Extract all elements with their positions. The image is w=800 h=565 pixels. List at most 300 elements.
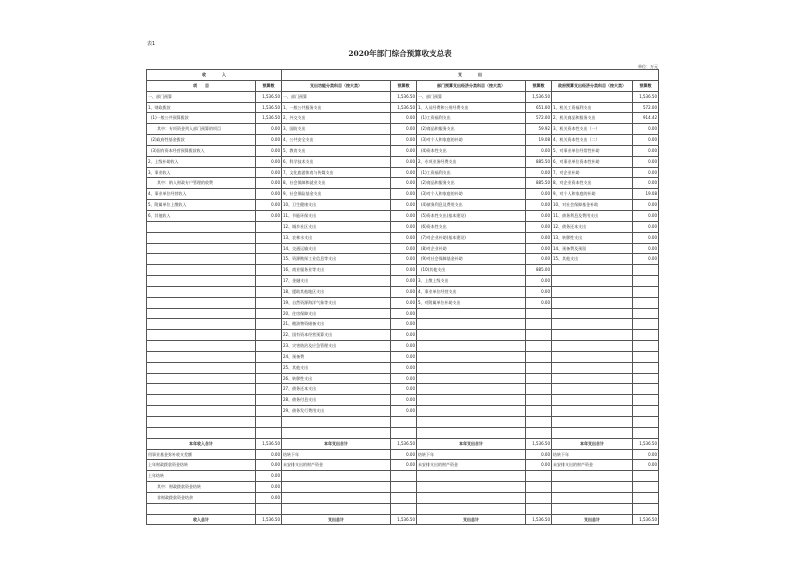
item-label-cell — [552, 471, 633, 482]
item-label-cell — [282, 471, 391, 482]
table-row — [147, 167, 659, 178]
table-row — [147, 156, 659, 167]
table-row — [147, 406, 659, 417]
table-row — [147, 265, 659, 276]
item-label-cell: 23、灾害防治及应急管理支出 — [282, 341, 391, 352]
item-label-cell: (8)对企业补助 — [417, 243, 526, 254]
item-label-cell: 1、人员经费和公用经费支出 — [417, 102, 526, 113]
budget-amount-cell — [526, 471, 552, 482]
budget-amount-cell: 0.00 — [633, 135, 659, 146]
dept-economic-category-header: 部门预算支出经济分类科目（按大类） — [417, 80, 526, 91]
budget-amount-cell — [633, 395, 659, 406]
item-label-cell: (2)商品和服务支出 — [417, 124, 526, 135]
budget-amount-cell — [256, 417, 282, 428]
table-row — [147, 221, 659, 232]
carryover-row — [147, 449, 659, 460]
item-label-cell — [147, 319, 256, 330]
total-amount-cell: 1,536.50 — [256, 438, 282, 449]
total-label-cell: 本年收入合计 — [147, 438, 256, 449]
item-label-cell — [147, 341, 256, 352]
budget-amount-cell: 0.00 — [391, 362, 417, 373]
item-label-cell: 其中：专项资金列入部门预算的项目 — [147, 124, 256, 135]
budget-amount-cell: 0.00 — [391, 243, 417, 254]
budget-amount-cell: 0.00 — [633, 156, 659, 167]
item-label-cell — [552, 330, 633, 341]
item-label-cell — [552, 406, 633, 417]
document-title: 2020年部门综合预算收支总表 — [348, 49, 452, 58]
item-label-cell — [147, 308, 256, 319]
grand-total-amount-cell: 1,536.50 — [633, 514, 659, 525]
grand-total-label-cell: 支出总计 — [282, 514, 391, 525]
table-row — [147, 243, 659, 254]
table-row — [147, 124, 659, 135]
item-label-cell: 1、一般公共服务支出 — [282, 102, 391, 113]
item-label-cell: 8、对企业资本性支出 — [552, 178, 633, 189]
budget-amount-cell: 885.50 — [526, 178, 552, 189]
item-label-cell: 未安排支出的财产资金 — [282, 460, 391, 471]
item-label-cell: 14、交通运输支出 — [282, 243, 391, 254]
total-amount-cell: 1,536.50 — [391, 438, 417, 449]
table-row — [147, 286, 659, 297]
table-row — [147, 341, 659, 352]
item-label-cell — [552, 417, 633, 428]
total-amount-cell: 1,536.50 — [526, 438, 552, 449]
grand-total-label-cell: 收入总计 — [147, 514, 256, 525]
budget-amount-cell: 0.00 — [391, 384, 417, 395]
item-label-cell: 29、债务发行费用支出 — [282, 406, 391, 417]
item-label-cell — [417, 406, 526, 417]
item-label-cell: 19、自然资源海洋气象等支出 — [282, 297, 391, 308]
budget-amount-cell: 0.00 — [391, 167, 417, 178]
item-label-cell — [147, 417, 256, 428]
item-label-cell — [147, 286, 256, 297]
budget-amount-cell: 651.00 — [526, 102, 552, 113]
item-label-cell — [552, 286, 633, 297]
budget-amount-cell: 0.00 — [256, 482, 282, 493]
budget-amount-cell: 0.00 — [256, 167, 282, 178]
budget-amount-cell: 0.00 — [391, 210, 417, 221]
item-label-cell — [147, 373, 256, 384]
budget-amount-cell — [391, 427, 417, 438]
item-label-cell: (1)工资福利支出 — [417, 113, 526, 124]
budget-amount-cell — [526, 362, 552, 373]
budget-amount-cell: 1,536.50 — [256, 102, 282, 113]
item-label-cell: 一、部门预算 — [147, 91, 256, 102]
item-label-cell: (4)资本性支出 — [417, 145, 526, 156]
table-row — [147, 210, 659, 221]
budget-amount-cell: 0.00 — [256, 124, 282, 135]
budget-amount-cell — [633, 297, 659, 308]
functional-category-header: 支出功能分类科目（按大类） — [282, 80, 391, 91]
budget-amount-cell: 0.00 — [633, 460, 659, 471]
item-label-cell — [147, 427, 256, 438]
item-label-cell — [552, 384, 633, 395]
budget-summary-table — [146, 69, 659, 525]
budget-amount-cell: 0.00 — [633, 178, 659, 189]
budget-amount-cell — [256, 308, 282, 319]
budget-amount-cell — [633, 330, 659, 341]
table-row — [147, 362, 659, 373]
item-label-cell — [417, 384, 526, 395]
item-label-cell: 13、农林水支出 — [282, 232, 391, 243]
budget-amount-cell: 0.00 — [391, 319, 417, 330]
budget-amount-cell — [633, 286, 659, 297]
budget-amount-cell: 885.00 — [526, 265, 552, 276]
item-label-cell: (3)对个人和家庭的补助 — [417, 135, 526, 146]
budget-amount-cell: 0.00 — [391, 113, 417, 124]
budget-amount-cell — [256, 427, 282, 438]
item-label-cell: 结转下年 — [417, 449, 526, 460]
item-label-cell: 14、预备费及预留 — [552, 243, 633, 254]
item-label-cell — [147, 254, 256, 265]
budget-amount-cell: 0.00 — [526, 145, 552, 156]
item-label-cell — [147, 351, 256, 362]
item-label-cell: 2、外交支出 — [282, 113, 391, 124]
income-total-section — [147, 438, 659, 449]
item-label-cell — [552, 265, 633, 276]
budget-amount-cell: 1,536.50 — [526, 91, 552, 102]
item-label-cell: 27、债务还本支出 — [282, 384, 391, 395]
item-label-cell — [552, 308, 633, 319]
budget-amount-cell — [633, 471, 659, 482]
total-label-cell: 本年支出合计 — [552, 438, 633, 449]
item-label-cell — [552, 373, 633, 384]
grand-total-section — [147, 514, 659, 525]
budget-amount-cell: 0.00 — [633, 124, 659, 135]
table-row — [147, 417, 659, 428]
item-label-cell — [147, 297, 256, 308]
item-label-cell: 21、粮油物资储备支出 — [282, 319, 391, 330]
item-label-cell — [552, 91, 633, 102]
item-label-cell — [417, 351, 526, 362]
item-label-cell: 5、附属单位上缴收入 — [147, 200, 256, 211]
item-label-cell — [552, 276, 633, 287]
budget-amount-cell: 0.00 — [633, 232, 659, 243]
expense-section-header: 支 出 — [282, 70, 659, 81]
budget-amount-cell — [633, 384, 659, 395]
budget-amount-cell — [391, 482, 417, 493]
item-label-cell: 11、债务利息及费用支出 — [552, 210, 633, 221]
budget-amount-cell: 0.00 — [391, 449, 417, 460]
item-label-cell: 结转下年 — [282, 449, 391, 460]
budget-amount-cell: 1,536.50 — [633, 91, 659, 102]
budget-amount-cell — [526, 395, 552, 406]
item-label-cell — [417, 427, 526, 438]
item-label-cell: 6、其他收入 — [147, 210, 256, 221]
item-label-cell — [147, 406, 256, 417]
table-row — [147, 384, 659, 395]
table-number-caption: 表1 — [147, 41, 156, 47]
budget-amount-cell — [391, 471, 417, 482]
item-label-cell: 8、社会保障和就业支出 — [282, 178, 391, 189]
budget-amount-cell: 1,536.50 — [256, 91, 282, 102]
budget-amount-cell: 19.08 — [633, 189, 659, 200]
budget-amount-cell: 0.00 — [526, 200, 552, 211]
budget-amount-cell: 0.00 — [256, 200, 282, 211]
budget-amount-cell — [633, 373, 659, 384]
budget-amount-cell — [633, 406, 659, 417]
budget-amount-cell — [256, 243, 282, 254]
budget-amount-cell: 0.00 — [391, 286, 417, 297]
budget-amount-cell: 0.00 — [526, 210, 552, 221]
item-label-cell: 1、财政拨款 — [147, 102, 256, 113]
budget-amount-cell — [526, 492, 552, 503]
table-row — [147, 276, 659, 287]
budget-amount-cell — [633, 492, 659, 503]
total-amount-cell: 1,536.50 — [633, 438, 659, 449]
budget-amount-cell: 0.00 — [633, 200, 659, 211]
table-row — [147, 319, 659, 330]
budget-amount-cell: 0.00 — [256, 189, 282, 200]
item-label-cell: 18、援助其他地区支出 — [282, 286, 391, 297]
budget-amount-cell — [633, 503, 659, 514]
table-row — [147, 427, 659, 438]
budget-amount-cell: 0.00 — [256, 156, 282, 167]
item-label-cell: 9、对个人和家庭的补助 — [552, 189, 633, 200]
grand-total-amount-cell: 1,536.50 — [526, 514, 552, 525]
budget-amount-cell — [633, 341, 659, 352]
budget-amount-cell — [633, 427, 659, 438]
item-label-cell: 7、文化旅游体育与传媒支出 — [282, 167, 391, 178]
budget-amount-cell — [526, 384, 552, 395]
item-label-cell — [417, 362, 526, 373]
budget-amount-cell: 0.00 — [391, 232, 417, 243]
budget-amount-cell: 572.00 — [526, 113, 552, 124]
item-label-cell — [552, 427, 633, 438]
item-label-cell: 5、对附属单位补助支出 — [417, 297, 526, 308]
table-row — [147, 200, 659, 211]
budget-header: 预算数 — [633, 80, 659, 91]
budget-amount-cell — [391, 417, 417, 428]
item-label-cell: 1、机关工资福利支出 — [552, 102, 633, 113]
item-label-cell — [147, 276, 256, 287]
table-row — [147, 373, 659, 384]
item-label-cell — [147, 221, 256, 232]
budget-amount-cell: 0.00 — [391, 406, 417, 417]
budget-amount-cell: 0.00 — [526, 276, 552, 287]
item-label-cell: (10)其他支出 — [417, 265, 526, 276]
item-label-cell: 上年财政拨款资金结转 — [147, 460, 256, 471]
carryover-rows — [147, 449, 659, 514]
item-label-cell: 一、部门预算 — [282, 91, 391, 102]
budget-amount-cell: 0.00 — [526, 449, 552, 460]
budget-amount-cell: 0.00 — [526, 189, 552, 200]
budget-amount-cell: 0.00 — [526, 167, 552, 178]
table-row — [147, 135, 659, 146]
item-label-cell: 4、公共安全支出 — [282, 135, 391, 146]
carryover-row — [147, 460, 659, 471]
budget-amount-cell — [256, 286, 282, 297]
item-label-cell: (3)国有资本经营预算拨款收入 — [147, 145, 256, 156]
item-label-cell — [147, 330, 256, 341]
budget-amount-cell — [256, 362, 282, 373]
budget-amount-cell: 0.00 — [391, 341, 417, 352]
income-total-row — [147, 438, 659, 449]
item-label-cell: 15、资源勘探工业信息等支出 — [282, 254, 391, 265]
budget-amount-cell: 0.00 — [526, 221, 552, 232]
budget-amount-cell — [256, 384, 282, 395]
budget-amount-cell: 0.00 — [256, 178, 282, 189]
item-label-cell — [147, 362, 256, 373]
item-label-cell: 未安排支出的财产资金 — [417, 460, 526, 471]
item-label-cell — [552, 503, 633, 514]
budget-amount-cell: 0.00 — [256, 460, 282, 471]
item-label-cell — [147, 265, 256, 276]
budget-amount-cell: 0.00 — [391, 395, 417, 406]
table-row — [147, 297, 659, 308]
item-label-cell — [147, 395, 256, 406]
item-label-cell — [552, 482, 633, 493]
budget-amount-cell: 0.00 — [391, 297, 417, 308]
item-label-cell: 28、债务付息支出 — [282, 395, 391, 406]
budget-amount-cell: 0.00 — [256, 471, 282, 482]
budget-amount-cell: 0.00 — [633, 243, 659, 254]
budget-amount-cell: 0.00 — [391, 330, 417, 341]
item-label-cell: 3、国防支出 — [282, 124, 391, 135]
item-label-cell — [552, 492, 633, 503]
item-label-cell: 7、对企业补助 — [552, 167, 633, 178]
budget-amount-cell: 0.00 — [391, 145, 417, 156]
budget-amount-cell — [633, 362, 659, 373]
item-label-cell: 5、对事业单位经常性补助 — [552, 145, 633, 156]
item-label-cell: 6、科学技术支出 — [282, 156, 391, 167]
budget-amount-cell — [633, 417, 659, 428]
item-label-cell — [417, 492, 526, 503]
item-label-cell: 16、商业服务业等支出 — [282, 265, 391, 276]
budget-amount-cell: 0.00 — [256, 135, 282, 146]
item-label-cell: 4、事业单位经营支出 — [417, 286, 526, 297]
budget-amount-cell: 0.00 — [633, 145, 659, 156]
item-label-cell: 用事业基金弥补收支差额 — [147, 449, 256, 460]
item-label-cell: 3、上缴上级支出 — [417, 276, 526, 287]
item-label-cell: 9、社会保险基金支出 — [282, 189, 391, 200]
budget-amount-cell — [526, 427, 552, 438]
income-section-header: 收 入 — [147, 70, 282, 81]
budget-amount-cell — [526, 406, 552, 417]
budget-amount-cell: 0.00 — [391, 178, 417, 189]
budget-amount-cell — [526, 482, 552, 493]
item-label-cell: (6)资本性支出 — [417, 221, 526, 232]
item-label-cell: 3、事业收入 — [147, 167, 256, 178]
item-label-cell — [552, 395, 633, 406]
budget-amount-cell — [526, 319, 552, 330]
item-label-cell — [282, 427, 391, 438]
table-row — [147, 113, 659, 124]
unit-label: 单位：万元 — [638, 64, 658, 69]
table-row — [147, 178, 659, 189]
budget-rows — [147, 91, 659, 438]
budget-amount-cell — [256, 395, 282, 406]
item-label-cell — [147, 243, 256, 254]
budget-header: 预算数 — [391, 80, 417, 91]
carryover-row — [147, 482, 659, 493]
budget-amount-cell — [256, 297, 282, 308]
budget-amount-cell — [256, 406, 282, 417]
column-header-row — [147, 80, 659, 91]
budget-amount-cell — [256, 341, 282, 352]
total-label-cell: 本年支出合计 — [282, 438, 391, 449]
budget-amount-cell — [633, 265, 659, 276]
table-row — [147, 91, 659, 102]
item-label-cell — [552, 351, 633, 362]
item-label-cell: 15、其他支出 — [552, 254, 633, 265]
budget-amount-cell: 0.00 — [391, 308, 417, 319]
item-label-cell — [417, 341, 526, 352]
item-label-cell — [282, 503, 391, 514]
item-label-cell: 3、机关资本性支出（一） — [552, 124, 633, 135]
item-label-cell — [552, 362, 633, 373]
item-label-cell — [417, 319, 526, 330]
table-row — [147, 308, 659, 319]
budget-amount-cell — [633, 482, 659, 493]
carryover-row — [147, 503, 659, 514]
grand-total-amount-cell: 1,536.50 — [391, 514, 417, 525]
item-label-cell: 其中：纳入财政专户管理的收费 — [147, 178, 256, 189]
budget-amount-cell: 0.00 — [526, 232, 552, 243]
budget-amount-cell: 0.00 — [526, 286, 552, 297]
item-label-cell: 25、其他支出 — [282, 362, 391, 373]
item-label-cell: 上年结转 — [147, 471, 256, 482]
budget-amount-cell — [526, 351, 552, 362]
budget-amount-cell: 0.00 — [633, 449, 659, 460]
item-label-cell: 2、机关商品和服务支出 — [552, 113, 633, 124]
item-label-cell — [282, 492, 391, 503]
item-label-cell: 4、机关资本性支出（二） — [552, 135, 633, 146]
item-label-cell: (1)工资福利支出 — [417, 167, 526, 178]
table-row — [147, 232, 659, 243]
budget-amount-cell — [256, 265, 282, 276]
budget-amount-cell: 0.00 — [526, 243, 552, 254]
budget-amount-cell: 1,536.50 — [391, 91, 417, 102]
item-label-cell: 20、住房保障支出 — [282, 308, 391, 319]
budget-amount-cell — [391, 503, 417, 514]
gov-economic-category-header: 政府预算支出经济分类科目（按大类） — [552, 80, 633, 91]
item-label-cell — [552, 341, 633, 352]
item-label-cell: (9)对社会保障基金补助 — [417, 254, 526, 265]
item-label-cell — [417, 417, 526, 428]
item-label-cell: 5、教育支出 — [282, 145, 391, 156]
item-label-cell: (1)一般公共预算拨款 — [147, 113, 256, 124]
item-label-cell: 2、上级补助收入 — [147, 156, 256, 167]
budget-amount-cell: 0.00 — [526, 460, 552, 471]
item-label-cell — [417, 503, 526, 514]
budget-amount-cell: 0.00 — [391, 373, 417, 384]
budget-amount-cell — [256, 503, 282, 514]
item-label-cell — [417, 482, 526, 493]
item-label-cell — [417, 373, 526, 384]
budget-amount-cell: 0.00 — [391, 351, 417, 362]
item-label-cell: 17、金融支出 — [282, 276, 391, 287]
budget-amount-cell: 0.00 — [633, 254, 659, 265]
budget-amount-cell: 0.00 — [256, 145, 282, 156]
table-row — [147, 395, 659, 406]
item-label-cell: 10、卫生健康支出 — [282, 200, 391, 211]
budget-amount-cell: 0.00 — [256, 210, 282, 221]
item-label-cell: (5)资本性支出(基本建设) — [417, 210, 526, 221]
budget-amount-cell: 0.00 — [256, 492, 282, 503]
grand-total-label-cell: 支出总计 — [417, 514, 526, 525]
budget-amount-cell: 885.50 — [526, 156, 552, 167]
item-label-cell — [417, 330, 526, 341]
section-header-row — [147, 70, 659, 81]
table-row — [147, 145, 659, 156]
budget-amount-cell — [256, 254, 282, 265]
item-label-cell: 13、转移性支出 — [552, 232, 633, 243]
total-label-cell: 本年支出合计 — [417, 438, 526, 449]
table-row — [147, 102, 659, 113]
budget-amount-cell: 0.00 — [391, 189, 417, 200]
item-label-cell: 一、部门预算 — [417, 91, 526, 102]
